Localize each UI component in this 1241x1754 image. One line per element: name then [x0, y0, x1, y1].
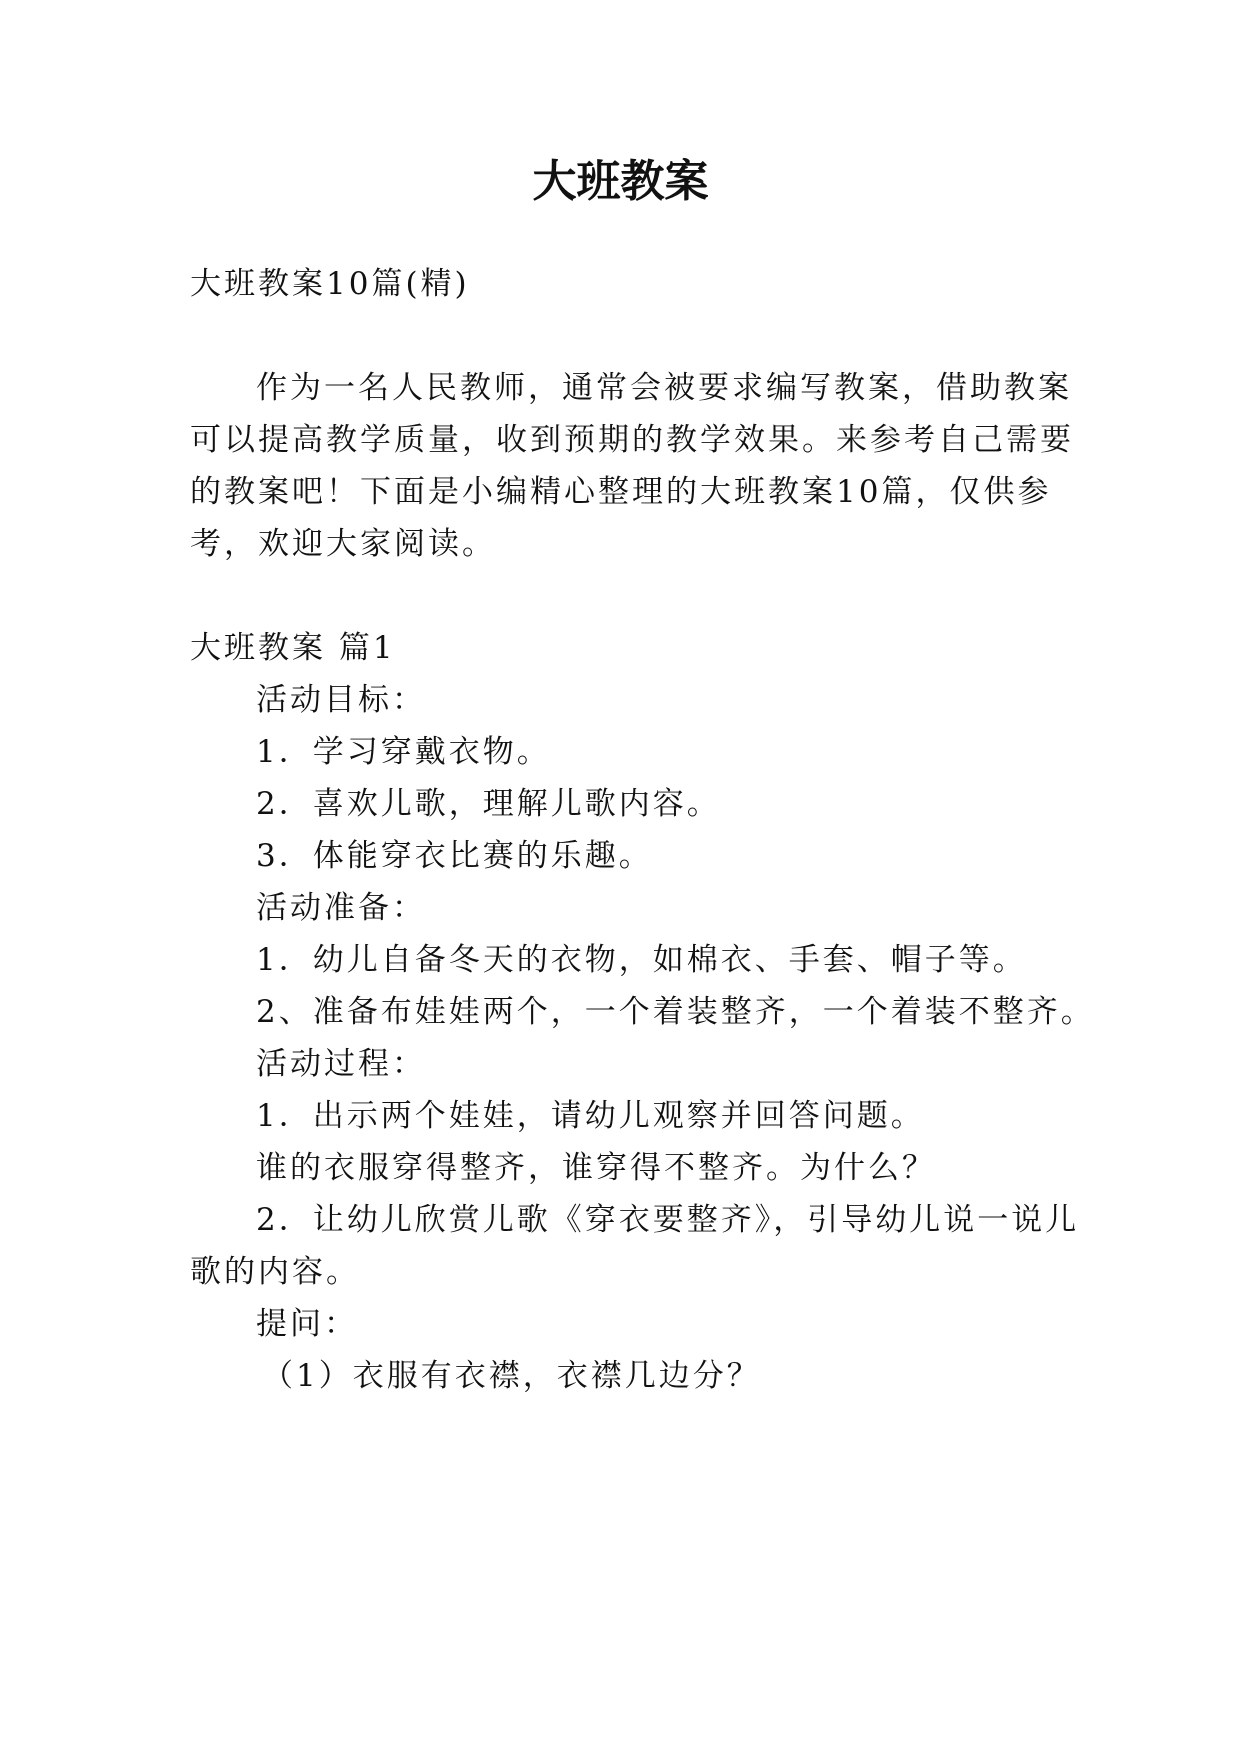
- intro-line-4: 考，欢迎大家阅读。: [190, 526, 496, 562]
- body-line-11: 2．让幼儿欣赏儿歌《穿衣要整齐》，引导幼儿说一说儿: [256, 1202, 1080, 1238]
- body-line-1: 活动目标：: [256, 682, 426, 718]
- body-line-13: 提问：: [256, 1306, 358, 1342]
- body-line-3: 2．喜欢儿歌，理解儿歌内容。: [256, 786, 721, 822]
- body-line-12: 歌的内容。: [190, 1254, 360, 1290]
- section-heading: 大班教案 篇1: [190, 630, 396, 666]
- body-line-6: 1．幼儿自备冬天的衣物，如棉衣、手套、帽子等。: [256, 942, 1027, 978]
- intro-line-1: 作为一名人民教师，通常会被要求编写教案，借助教案: [256, 370, 1072, 406]
- body-line-9: 1．出示两个娃娃，请幼儿观察并回答问题。: [256, 1098, 925, 1134]
- body-line-10: 谁的衣服穿得整齐，谁穿得不整齐。为什么？: [256, 1150, 936, 1186]
- body-line-2: 1．学习穿戴衣物。: [256, 734, 551, 770]
- body-line-14: （1）衣服有衣襟，衣襟几边分？: [262, 1358, 761, 1394]
- page-title: 大班教案: [532, 156, 709, 207]
- body-line-8: 活动过程：: [256, 1046, 426, 1082]
- body-line-7: 2、准备布娃娃两个，一个着装整齐，一个着装不整齐。: [256, 994, 1095, 1030]
- intro-line-2: 可以提高教学质量，收到预期的教学效果。来参考自己需要: [190, 422, 1074, 458]
- intro-line-3: 的教案吧！下面是小编精心整理的大班教案10篇，仅供参: [190, 474, 1052, 510]
- body-line-4: 3．体能穿衣比赛的乐趣。: [256, 838, 653, 874]
- document-subtitle: 大班教案10篇(精): [190, 266, 470, 302]
- body-line-5: 活动准备：: [256, 890, 426, 926]
